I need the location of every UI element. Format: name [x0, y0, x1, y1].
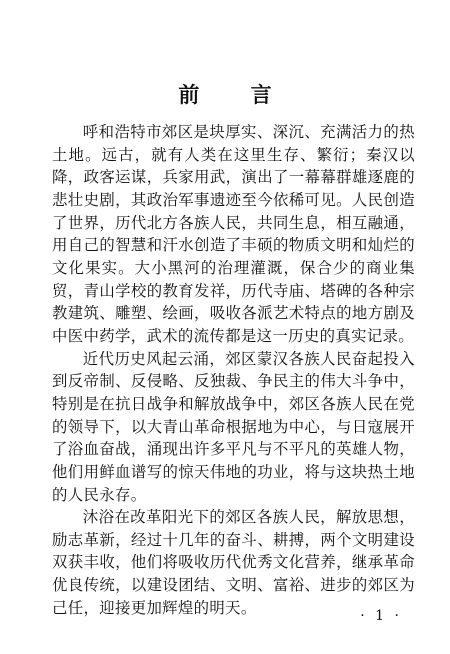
- paragraph-3: 沐浴在改革阳光下的郊区各族人民，解放思想，励志革新，经过十几年的奋斗、耕搏，两个文明建设双获丰收，他们将吸收历代优秀文化营养，继承革命优良传统，以建设团结、文明、富裕、进步的郊区为己任，迎接更加辉煌的明天。: [52, 508, 415, 617]
- page-title: 前 言: [178, 82, 294, 107]
- body-text: [52, 121, 415, 619]
- page-number: · 1 ·: [360, 608, 402, 624]
- paragraph-1: 呼和浩特市郊区是块厚实、深沉、充满活力的热土地。远古，就有人类在这里生存、繁衍；秦汉以降，政客运谋，兵家用武，演出了一幕幕群雄逐鹿的悲壮史剧，其政治军事遗迹至今依稀可见。人民创造了世界，历代北方各族人民，共同生息，相互融通，用自己的智慧和汗水创造了丰硕的物质文明和灿烂的文化果实。大小黑河的治理灌溉，保合少的商业集贸，青山学校的教育发祥，历代寺庙、塔碑的各种宗教建筑、雕塑、绘画，吸收各派艺术特点的地方剧及中医中药学，武术的流传都是这一历史的真实记录。: [52, 123, 415, 345]
- paragraph-2: 近代历史风起云涌，郊区蒙汉各族人民奋起投入到反帝制、反侵略、反独裁、争民主的伟大斗争中，特别是在抗日战争和解放战争中，郊区各族人民在党的领导下，以大青山革命根据地为中心，与日寇展开了浴血奋战，涌现出许多平凡与不平凡的英雄人物，他们用鲜血谱写的惊天伟地的功业，将与这块热土地的人民永存。: [52, 349, 415, 504]
